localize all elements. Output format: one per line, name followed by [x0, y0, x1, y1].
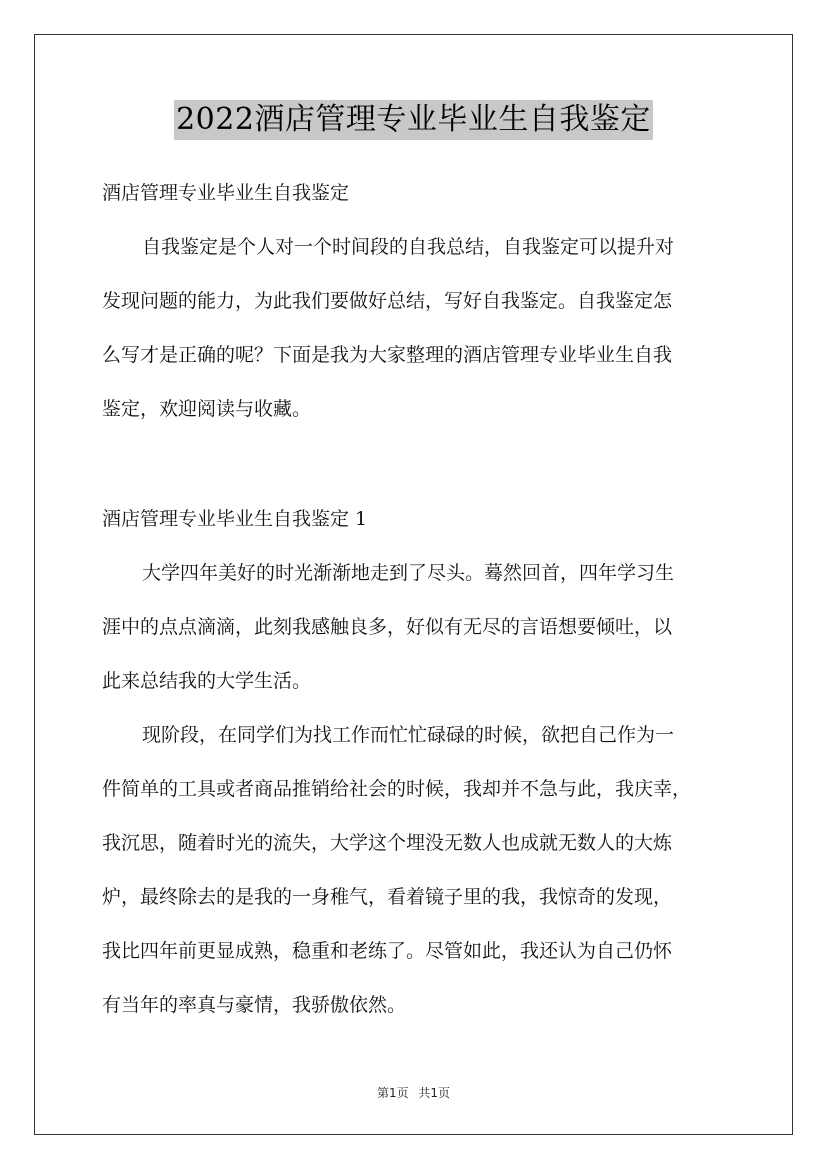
paragraph-line: 现阶段，在同学们为找工作而忙忙碌碌的时候，欲把自己作为一 [142, 724, 675, 746]
paragraph-line: 鉴定，欢迎阅读与收藏。 [102, 398, 312, 420]
paragraph-line: 我沉思，随着时光的流失，大学这个埋没无数人也成就无数人的大炼 [102, 832, 673, 854]
paragraph-line: 么写才是正确的呢？下面是我为大家整理的酒店管理专业毕业生自我 [102, 344, 673, 366]
page-number-current: 第1页 [376, 1086, 409, 1100]
subtitle-line: 酒店管理专业毕业生自我鉴定 [102, 182, 350, 204]
document-title: 2022酒店管理专业毕业生自我鉴定 [174, 100, 653, 140]
paragraph-line: 有当年的率真与豪情，我骄傲依然。 [102, 994, 407, 1016]
page-footer [0, 1084, 827, 1101]
paragraph-line: 自我鉴定是个人对一个时间段的自我总结，自我鉴定可以提升对 [142, 236, 675, 258]
paragraph-line: 件简单的工具或者商品推销给社会的时候，我却并不急与此，我庆幸， [102, 778, 692, 800]
paragraph-line: 炉，最终除去的是我的一身稚气，看着镜子里的我，我惊奇的发现， [102, 886, 673, 908]
paragraph-line: 涯中的点点滴滴，此刻我感触良多，好似有无尽的言语想要倾吐，以 [102, 616, 673, 638]
title-container [0, 100, 827, 140]
page-number-total: 共1页 [418, 1086, 451, 1100]
paragraph-line: 大学四年美好的时光渐渐地走到了尽头。蓦然回首，四年学习生 [142, 562, 675, 584]
paragraph-line: 发现问题的能力，为此我们要做好总结，写好自我鉴定。自我鉴定怎 [102, 290, 673, 312]
section-heading: 酒店管理专业毕业生自我鉴定 1 [102, 508, 368, 530]
paragraph-line: 我比四年前更显成熟，稳重和老练了。尽管如此，我还认为自己仍怀 [102, 940, 673, 962]
paragraph-line: 此来总结我的大学生活。 [102, 670, 312, 692]
